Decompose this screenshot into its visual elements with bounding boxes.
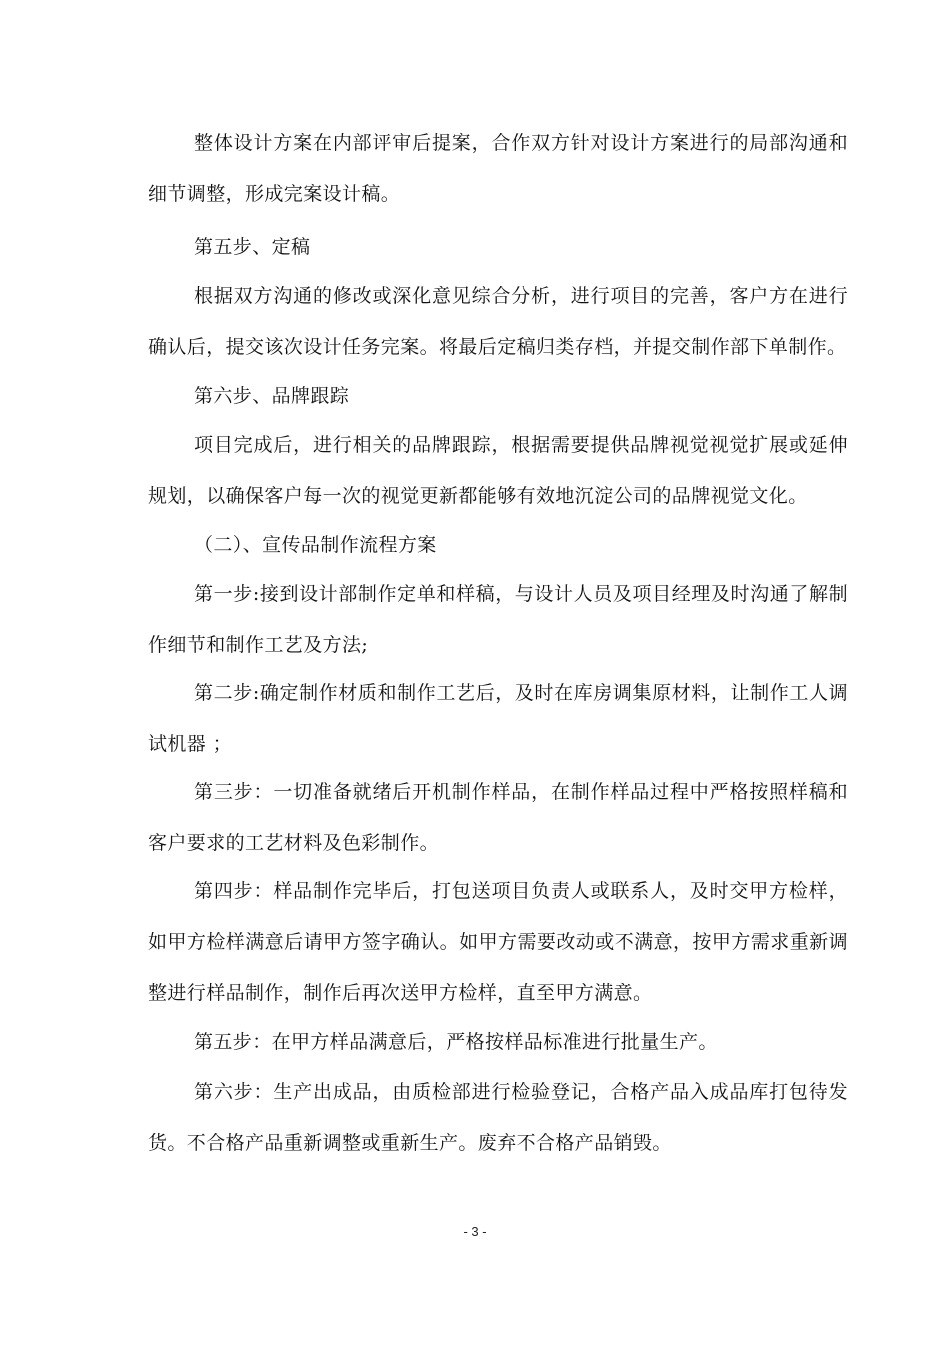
heading-step-five-finalize: 第五步、定稿 xyxy=(194,236,311,258)
paragraph-brand-tracking: 项目完成后，进行相关的品牌跟踪，根据需要提供品牌视觉视觉扩展或延伸规划，以确保客户每一次的视觉更新都能够有效地沉淀公司的品牌视觉文化。 xyxy=(148,434,848,507)
heading-section-two-production: （二）、宣传品制作流程方案 xyxy=(194,534,437,556)
paragraph-design-proposal: 整体设计方案在内部评审后提案，合作双方针对设计方案进行的局部沟通和细节调整，形成完案设计稿。 xyxy=(148,132,848,205)
paragraph-production-step-one: 第一步:接到设计部制作定单和样稿，与设计人员及项目经理及时沟通了解制作细节和制作工艺及方法; xyxy=(148,583,848,656)
page-number: - 3 - xyxy=(463,1224,487,1239)
heading-step-six-brand-tracking: 第六步、品牌跟踪 xyxy=(194,385,350,407)
paragraph-production-step-three: 第三步：一切准备就绪后开机制作样品，在制作样品过程中严格按照样稿和客户要求的工艺材料及色彩制作。 xyxy=(148,781,848,854)
paragraph-finalize: 根据双方沟通的修改或深化意见综合分析，进行项目的完善，客户方在进行确认后，提交该次设计任务完案。将最后定稿归类存档，并提交制作部下单制作。 xyxy=(148,285,848,358)
paragraph-production-step-four: 第四步：样品制作完毕后，打包送项目负责人或联系人，及时交甲方检样，如甲方检样满意后请甲方签字确认。如甲方需要改动或不满意，按甲方需求重新调整进行样品制作，制作后再次送甲方检样，直至甲方满意。 xyxy=(148,880,848,1004)
paragraph-production-step-six: 第六步：生产出成品，由质检部进行检验登记，合格产品入成品库打包待发货。不合格产品重新调整或重新生产。废弃不合格产品销毁。 xyxy=(148,1081,848,1154)
paragraph-production-step-five: 第五步：在甲方样品满意后，严格按样品标准进行批量生产。 xyxy=(194,1031,718,1053)
paragraph-production-step-two: 第二步:确定制作材质和制作工艺后，及时在库房调集原材料，让制作工人调试机器 ； xyxy=(148,682,848,755)
